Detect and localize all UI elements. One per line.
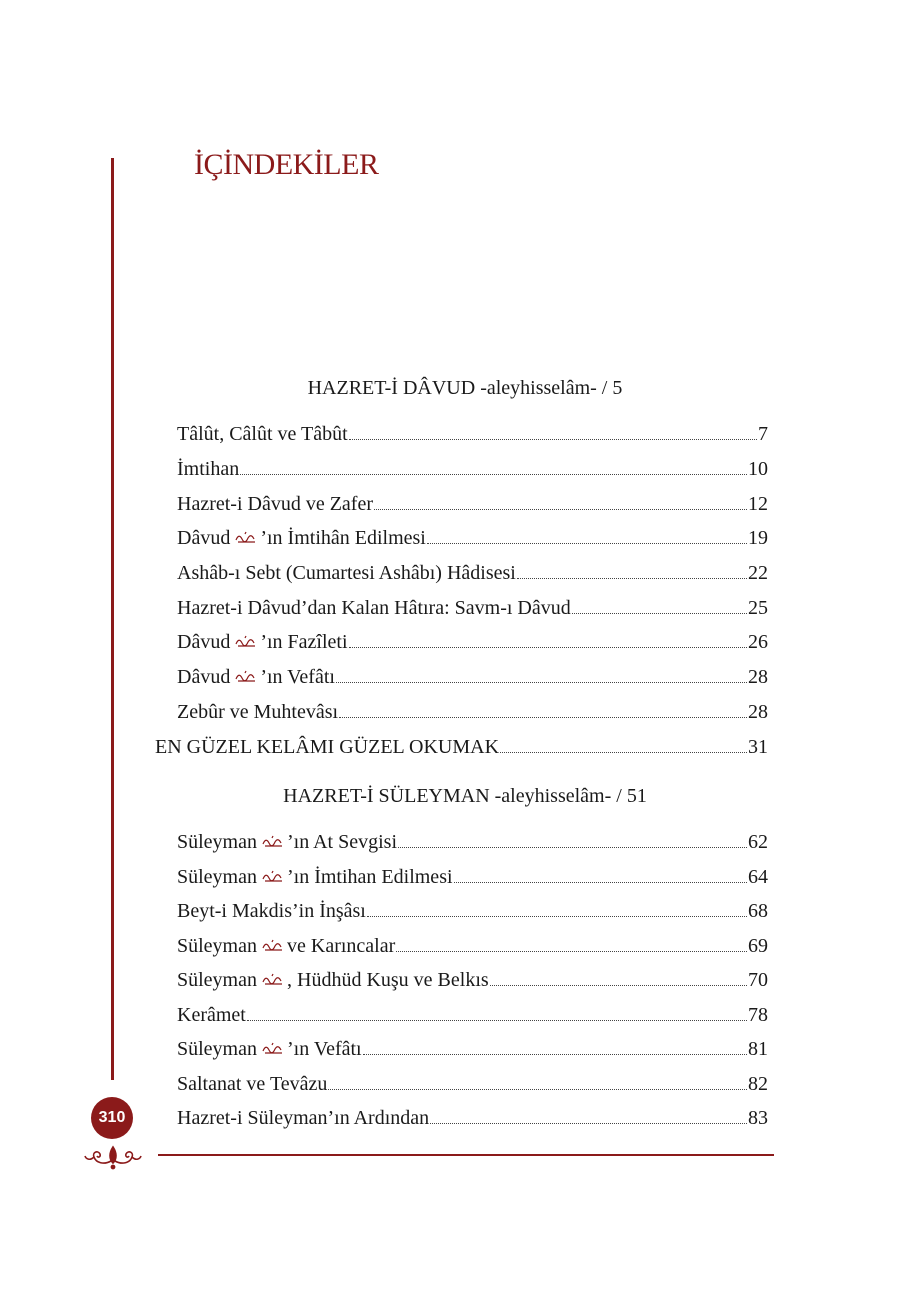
toc-entry-suffix: ’ın Fazîleti: [260, 631, 348, 653]
toc-entry[interactable]: [177, 422, 768, 446]
aleyhisselam-calligraphy-icon: [261, 869, 285, 883]
dot-leader: [367, 915, 747, 917]
toc-entry-title: Kerâmet: [177, 1004, 246, 1026]
toc-entry[interactable]: [177, 968, 768, 992]
aleyhisselam-calligraphy-icon: [261, 834, 285, 848]
toc-entry-page: 19: [748, 527, 768, 549]
dot-leader: [454, 881, 747, 883]
toc-entry-name: Dâvud: [177, 527, 231, 549]
toc-entry-title: Hazret-i Süleyman’ın Ardından: [177, 1107, 430, 1129]
toc-entry-page: 69: [748, 935, 768, 957]
toc-entry[interactable]: [177, 492, 768, 516]
toc-entry[interactable]: [177, 865, 768, 889]
toc-entry-title: [177, 968, 489, 992]
toc-entry-suffix: , Hüdhüd Kuşu ve Belkıs: [287, 969, 489, 991]
toc-entry-name: Süleyman: [177, 935, 257, 957]
dot-leader: [363, 1053, 747, 1055]
toc-entry[interactable]: [177, 630, 768, 654]
toc-entry-title: [177, 665, 335, 689]
dot-leader: [339, 716, 747, 718]
toc-entry-page: 7: [758, 423, 768, 445]
toc-entry[interactable]: [177, 934, 768, 958]
toc-entry-name: Süleyman: [177, 969, 257, 991]
floral-ornament-icon: [82, 1141, 144, 1171]
toc-entry-page: 28: [748, 701, 768, 723]
page-title: İÇİNDEKİLER: [194, 148, 379, 181]
left-margin-rule: [111, 158, 114, 1080]
toc-entry[interactable]: [177, 830, 768, 854]
toc-entry-suffix: ve Karıncalar: [287, 935, 396, 957]
toc-entry[interactable]: [177, 526, 768, 550]
toc-entry-name: Süleyman: [177, 831, 257, 853]
toc-entry[interactable]: [177, 457, 768, 481]
section-heading-suleyman: HAZRET-İ SÜLEYMAN -aleyhisselâm- / 51: [283, 785, 647, 807]
dot-leader: [398, 846, 747, 848]
toc-entry-chapter[interactable]: [155, 735, 768, 759]
toc-entry-title: Saltanat ve Tevâzu: [177, 1073, 328, 1095]
dot-leader: [349, 646, 747, 648]
toc-entry-page: 78: [748, 1004, 768, 1026]
toc-entry-suffix: ’ın At Sevgisi: [287, 831, 398, 853]
toc-entry[interactable]: [177, 596, 768, 620]
aleyhisselam-calligraphy-icon: [261, 972, 285, 986]
toc-entry-title: İmtihan: [177, 458, 240, 480]
dot-leader: [349, 438, 757, 440]
toc-entry-title: [177, 865, 453, 889]
aleyhisselam-calligraphy-icon: [234, 669, 258, 683]
dot-leader: [374, 508, 747, 510]
dot-leader: [427, 542, 747, 544]
toc-entry[interactable]: [177, 1003, 768, 1027]
toc-entry-title: [177, 630, 348, 654]
toc-entry-title: [177, 526, 426, 550]
toc-entry-title: Hazret-i Dâvud ve Zafer: [177, 493, 373, 515]
toc-entry-name: Süleyman: [177, 1038, 257, 1060]
dot-leader: [500, 751, 747, 753]
toc-entry-page: 10: [748, 458, 768, 480]
toc-entry-page: 12: [748, 493, 768, 515]
toc-entry-title: EN GÜZEL KELÂMI GÜZEL OKUMAK: [155, 736, 500, 758]
toc-entry-page: 25: [748, 597, 768, 619]
toc-entry-page: 31: [748, 736, 768, 758]
toc-entry-page: 26: [748, 631, 768, 653]
aleyhisselam-calligraphy-icon: [261, 1041, 285, 1055]
dot-leader: [240, 473, 747, 475]
toc-entry-page: 82: [748, 1073, 768, 1095]
toc-entry-title: Hazret-i Dâvud’dan Kalan Hâtıra: Savm-ı Dâvud: [177, 597, 571, 619]
toc-entry-title: [177, 934, 395, 958]
section-heading-davud: HAZRET-İ DÂVUD -aleyhisselâm- / 5: [307, 377, 623, 399]
toc-entry[interactable]: [177, 665, 768, 689]
toc-entry-suffix: ’ın İmtihân Edilmesi: [260, 527, 426, 549]
toc-entry-title: [177, 830, 397, 854]
toc-entry-suffix: ’ın Vefâtı: [260, 666, 335, 688]
toc-entry-title: [177, 1037, 362, 1061]
dot-leader: [572, 612, 747, 614]
toc-entry-page: 81: [748, 1038, 768, 1060]
toc-entry[interactable]: [177, 1106, 768, 1130]
toc-entry-title: Tâlût, Câlût ve Tâbût: [177, 423, 348, 445]
toc-entry[interactable]: [177, 1037, 768, 1061]
toc-entry-suffix: ’ın Vefâtı: [287, 1038, 362, 1060]
dot-leader: [517, 577, 747, 579]
dot-leader: [247, 1019, 747, 1021]
dot-leader: [328, 1088, 747, 1090]
dot-leader: [396, 950, 747, 952]
page-number-badge: 310: [91, 1097, 133, 1139]
toc-entry-suffix: ’ın İmtihan Edilmesi: [287, 866, 453, 888]
dot-leader: [490, 984, 747, 986]
toc-entry[interactable]: [177, 700, 768, 724]
toc-entry-title: Ashâb-ı Sebt (Cumartesi Ashâbı) Hâdisesi: [177, 562, 516, 584]
toc-entry-page: 22: [748, 562, 768, 584]
toc-entry[interactable]: [177, 899, 768, 923]
toc-entry-title: Zebûr ve Muhtevâsı: [177, 701, 339, 723]
dot-leader: [430, 1122, 747, 1124]
toc-entry-name: Dâvud: [177, 666, 231, 688]
toc-entry-page: 83: [748, 1107, 768, 1129]
toc-entry[interactable]: [177, 1072, 768, 1096]
toc-entry-page: 64: [748, 866, 768, 888]
dot-leader: [336, 681, 747, 683]
aleyhisselam-calligraphy-icon: [261, 938, 285, 952]
toc-entry-page: 28: [748, 666, 768, 688]
toc-entry-name: Süleyman: [177, 866, 257, 888]
toc-entry-name: Dâvud: [177, 631, 231, 653]
footer-rule: [158, 1154, 774, 1156]
toc-entry-title: Beyt-i Makdis’in İnşâsı: [177, 900, 366, 922]
toc-entry-page: 70: [748, 969, 768, 991]
aleyhisselam-calligraphy-icon: [234, 634, 258, 648]
aleyhisselam-calligraphy-icon: [234, 530, 258, 544]
toc-entry-page: 62: [748, 831, 768, 853]
toc-entry-page: 68: [748, 900, 768, 922]
toc-entry[interactable]: [177, 561, 768, 585]
